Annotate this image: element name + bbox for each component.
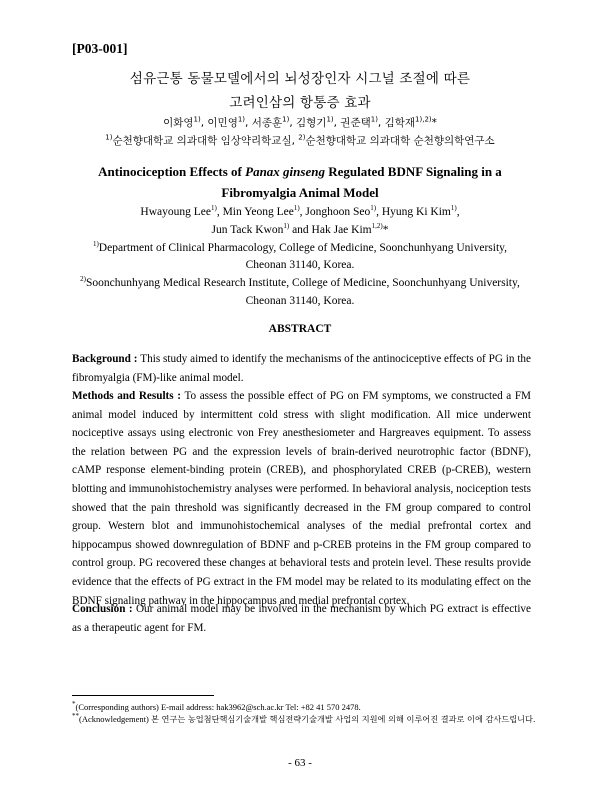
affiliation-1: $^{1)}$Department of Clinical Pharmacology, College of Medicine, Soonchunhyang University, <box>92 240 508 254</box>
english-authors-line-1: Hwayoung Lee$^{1)}$, Min Yeong Lee$^{1)}$, Jonghoon Seo$^{1)}$, Hyung Ki Kim$^{1)}$, <box>140 204 460 218</box>
footnote-acknowledgement: **(Acknowledgement) 본 연구는 농업첨단핵심기술개발 핵심전략기술개발 사업의 지원에 의해 이루어진 결과로 이에 감사드립니다. <box>72 712 536 724</box>
conclusion-paragraph: Conclusion : Our animal model may be involved in the mechanism by which PG extract is effective as a therapeutic agent for FM. <box>72 603 531 634</box>
english-title-line-1: Antinociception Effects of Panax ginseng Regulated BDNF Signaling in a <box>98 164 502 179</box>
page-number: - 63 - <box>288 757 312 769</box>
abstract-heading: ABSTRACT <box>268 323 332 335</box>
footnote-corresponding: *(Corresponding authors) E-mail address: hak3962@sch.ac.kr Tel: +82 41 570 2478. <box>72 700 361 712</box>
affiliation-2: $^{2)}$Soonchunhyang Medical Research Institute, College of Medicine, Soonchunhyang University, <box>80 275 520 289</box>
methods-label: Methods and Results : <box>72 390 185 402</box>
korean-title-line-1: 섬유근통 동물모델에서의 뇌성장인자 시그널 조절에 따른 <box>129 71 471 87</box>
english-title-line-2: Fibromyalgia Animal Model <box>221 185 379 200</box>
footnote-rule <box>72 695 214 696</box>
conclusion-label: Conclusion : <box>72 603 136 615</box>
abstract-code: [P03-001] <box>72 41 128 56</box>
english-authors-line-2: Jun Tack Kwon$^{1)}$ and Hak Jae Kim$^{1,2)}$* <box>211 222 389 236</box>
background-label: Background : <box>72 353 141 365</box>
korean-affiliations: $^{1)}$순천향대학교 의과대학 임상약리학교실, $^{2)}$순천향대학교 의과대학 순천향의학연구소 <box>105 133 495 147</box>
methods-results-paragraph: Methods and Results : To assess the possible effect of PG on FM symptoms, we constructed a FM animal model induced by intermittent cold stress with slight modification. All mice underwent nociceptive assays using electronic von Frey anesthesiometer and Hargreaves equipment. To assess the relation between PG and the expression levels of brain-derived neurotrophic factor (BDNF), cAMP response element-binding protein (CREB), and phosphorylated CREB (p-CREB), western blotting and immunohistochemistry analyses were performed. In behavioral analysis, nociception tests showed that the pain threshold was significantly decreased in the FM group compared to control group. Western blot and immunohistochemical analyses of the medial prefrontal cortex and hippocampus showed downregulation of BDNF and p-CREB proteins in the FM group compared to control group. PG recovered these changes at behavioral tests and protein level. These results provide evidence that the effects of PG extract in the FM model may be related to its modulating effect on the BDNF signaling pathway in the hippocampus and medial prefrontal cortex. <box>72 390 532 607</box>
affiliation-2-city: Cheonan 31140, Korea. <box>245 295 355 307</box>
korean-title-line-2: 고려인삼의 항통증 효과 <box>229 95 371 111</box>
korean-authors: 이화영$^{1)}$, 이민영$^{1)}$, 서종훈$^{1)}$, 김형기$^{1)}$, 권준택$^{1)}$, 김학재$^{1),2)}$* <box>163 115 437 129</box>
english-title-italic: Panax ginseng <box>245 164 325 179</box>
affiliation-1-city: Cheonan 31140, Korea. <box>245 259 355 271</box>
background-paragraph: Background : This study aimed to identify the mechanisms of the antinociceptive effects of PG in the fibromyalgia (FM)-like animal model. <box>72 353 531 384</box>
